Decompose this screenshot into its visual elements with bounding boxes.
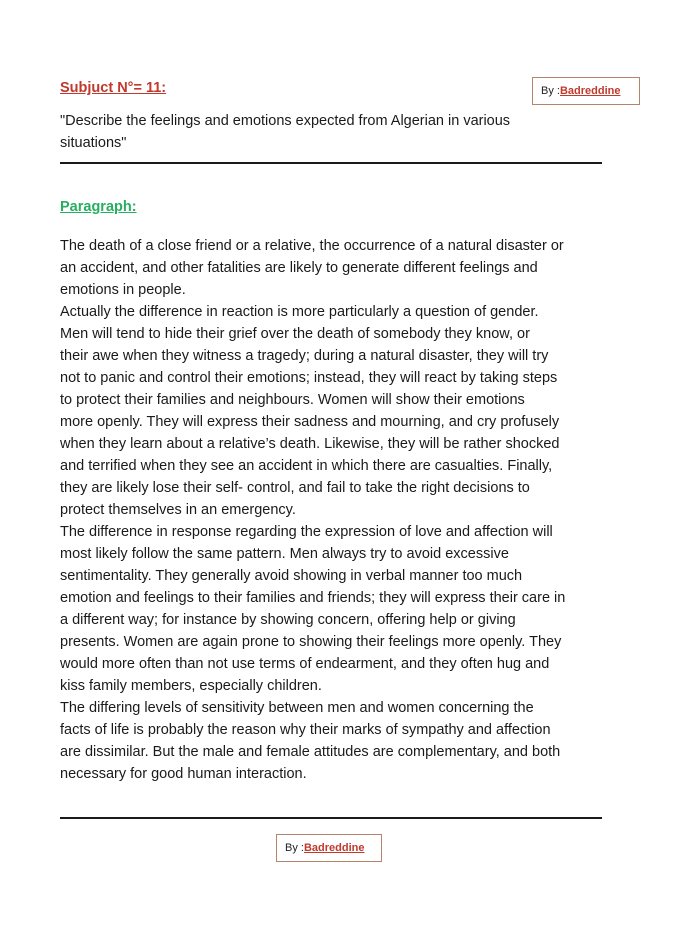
paragraph-line: The difference in response regarding the expression of love and affection will: [60, 524, 553, 540]
paragraph-line: The differing levels of sensitivity between men and women concerning the: [60, 700, 534, 716]
author-badge-top: [532, 77, 640, 105]
paragraph-line: their awe when they witness a tragedy; during a natural disaster, they will try: [60, 348, 549, 364]
paragraph-line: sentimentality. They generally avoid showing in verbal manner too much: [60, 568, 523, 584]
paragraph-line: to protect their families and neighbours. Women will show their emotions: [60, 392, 525, 408]
paragraph-line: not to panic and control their emotions; instead, they will react by taking steps: [60, 370, 558, 386]
paragraph-heading: Paragraph:: [60, 199, 137, 215]
paragraph-line: Men will tend to hide their grief over the death of somebody they know, or: [60, 326, 530, 342]
paragraph-line: presents. Women are again prone to showing their feelings more openly. They: [60, 634, 562, 650]
author-prefix: By :: [285, 842, 304, 854]
paragraph-line: Actually the difference in reaction is more particularly a question of gender.: [60, 304, 539, 320]
author-name: Badreddine: [559, 85, 621, 97]
paragraph-line: The death of a close friend or a relative, the occurrence of a natural disaster or: [60, 238, 564, 254]
paragraph-line: and terrified when they see an accident in which there are casualties. Finally,: [60, 458, 553, 474]
paragraph-body: [60, 235, 605, 785]
paragraph-line: kiss family members, especially children.: [60, 678, 322, 694]
paragraph-line: when they learn about a relative’s death. Likewise, they will be rather shocked: [60, 436, 560, 452]
paragraph-line: are dissimilar. But the male and female attitudes are complementary, and both: [60, 744, 561, 760]
top-divider: [60, 162, 602, 164]
author-badge-bottom: [276, 834, 382, 862]
question-line: situations": [60, 135, 127, 151]
author-name: Badreddine: [303, 842, 365, 854]
paragraph-line: protect themselves in an emergency.: [60, 502, 296, 518]
author-prefix: By :: [541, 85, 560, 97]
paragraph-line: facts of life is probably the reason why their marks of sympathy and affection: [60, 722, 551, 738]
paragraph-line: most likely follow the same pattern. Men always try to avoid excessive: [60, 546, 509, 562]
paragraph-line: a different way; for instance by showing concern, offering help or giving: [60, 612, 516, 628]
paragraph-line: necessary for good human interaction.: [60, 766, 307, 782]
paragraph-line: would more often than not use terms of endearment, and they often hug and: [60, 656, 550, 672]
subject-title: Subjuct N°= 11:: [60, 80, 167, 96]
paragraph-line: emotion and feelings to their families and friends; they will express their care in: [60, 590, 566, 606]
question-text: [60, 110, 560, 154]
bottom-divider: [60, 817, 602, 819]
paragraph-line: more openly. They will express their sadness and mourning, and cry profusely: [60, 414, 560, 430]
paragraph-line: they are likely lose their self- control, and fail to take the right decisions to: [60, 480, 530, 496]
question-line: "Describe the feelings and emotions expected from Algerian in various: [60, 113, 511, 129]
paragraph-line: emotions in people.: [60, 282, 186, 298]
paragraph-line: an accident, and other fatalities are likely to generate different feelings and: [60, 260, 538, 276]
